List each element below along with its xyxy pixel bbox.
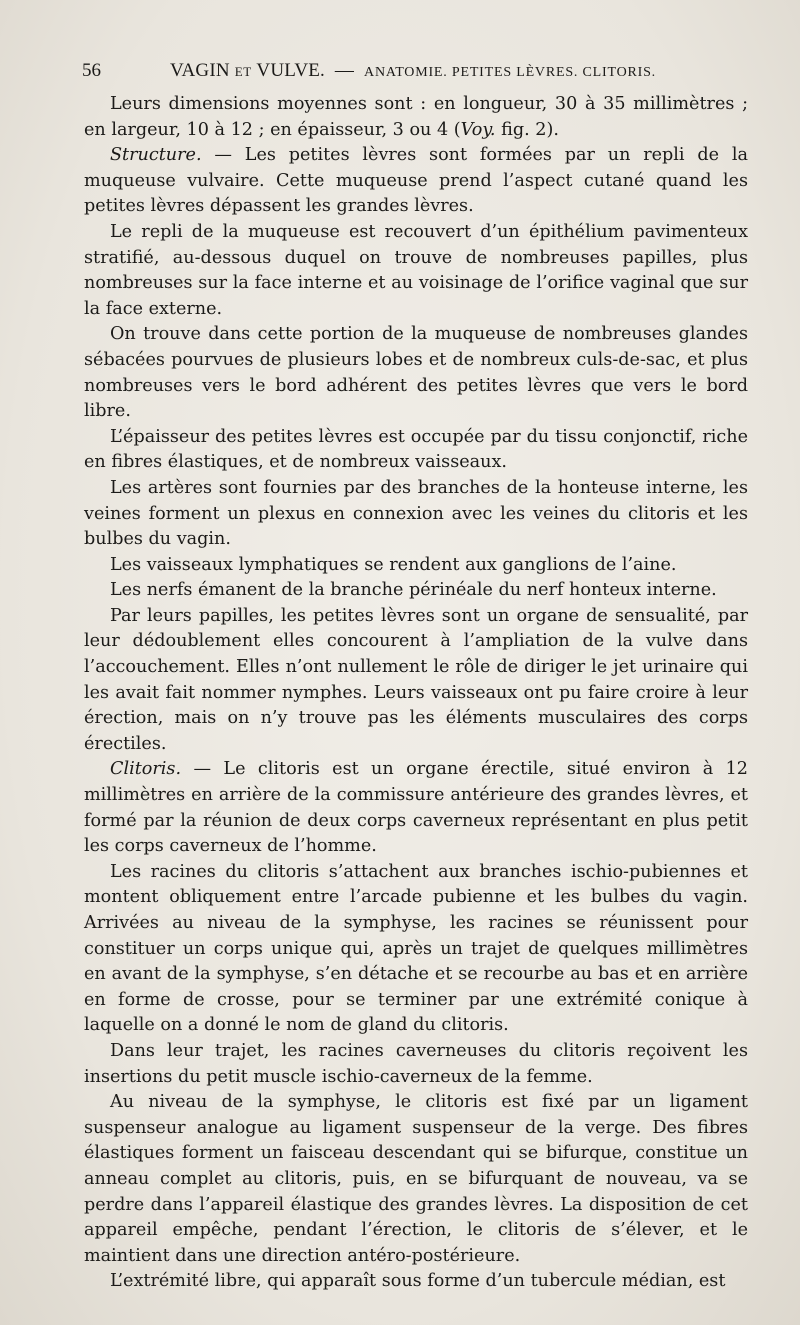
paragraph-clitoris: Clitoris. — Le clitoris est un organe érectile, situé environ à 12 millimètres en arrière de la commissure antérieure des grandes lèvres, et formé par la réunion de deux corps caverneux représentant en plus petit les corps caverneux de l’homme. xyxy=(84,759,748,857)
paragraph-repli: Le repli de la muqueuse est recouvert d’un épithélium pavimenteux stratifié, au-dessous duquel on trouve de nombreuses papilles, plus nombreuses sur la face interne et au voisinage de l’orifice vaginal que sur la face externe. xyxy=(84,221,748,319)
section-title: ANATOMIE. PETITES LÈVRES. CLITORIS. xyxy=(364,65,656,80)
body-text xyxy=(84,92,748,1295)
section-lead-clitoris: Clitoris. xyxy=(110,759,182,780)
paragraph-lymphatiques: Les vaisseaux lymphatiques se rendent aux ganglions de l’aine. xyxy=(110,554,677,575)
title-vulve: VULVE. xyxy=(256,60,326,81)
paragraph-extremite: L’extrémité libre, qui apparaît sous forme d’un tubercule médian, est xyxy=(110,1271,726,1292)
paragraph-epaisseur: L’épaisseur des petites lèvres est occupée par du tissu conjonctif, riche en fibres élastiques, et de nombreux vaisseaux. xyxy=(84,426,748,473)
title-et: ET xyxy=(234,64,252,79)
paragraph-glandes: On trouve dans cette portion de la muqueuse de nombreuses glandes sébacées pourvues de plusieurs lobes et de nombreux culs-de-sac, et plus nombreuses vers le bord adhérent des petites lèvres que vers le bord libre. xyxy=(84,324,748,422)
page-number: 56 xyxy=(82,60,101,81)
section-lead-structure: Structure. xyxy=(110,145,202,166)
paragraph-structure: Structure. — Les petites lèvres sont formées par un repli de la muqueuse vulvaire. Cette muqueuse prend l’aspect cutané quand les petites lèvres dépassent les grandes lèvres. xyxy=(84,145,748,217)
title-vagin: VAGIN xyxy=(170,60,230,81)
running-title xyxy=(170,60,656,82)
title-dash: — xyxy=(334,60,355,81)
paragraph-racines: Les racines du clitoris s’attachent aux branches ischio-pubiennes et montent obliquement entre l’arcade pubienne et les bulbes du vagin. Arrivées au niveau de la symphyse, les racines se réunissent pour constituer un corps unique qui, après un trajet de quelques millimètres en avant de la symphyse, s’en détache et se recourbe au bas et en arrière en forme de crosse, pour se terminer par une extrémité conique à laquelle on a donné le nom de gland du clitoris. xyxy=(84,861,748,1036)
paragraph-papilles: Par leurs papilles, les petites lèvres sont un organe de sensualité, par leur dédoublement elles concourent à l’ampliation de la vulve dans l’accouchement. Elles n’ont nullement le rôle de diriger le jet urinaire qui les avait fait nommer nymphes. Leurs vaisseaux ont pu faire croire à leur érection, mais on n’y trouve pas les éléments musculaires des corps érectiles. xyxy=(84,605,748,754)
paragraph-dimensions: Leurs dimensions moyennes sont : en longueur, 30 à 35 millimètres ; en largeur, 10 à 12 ; en épaisseur, 3 ou 4 (Voy. fig. 2). xyxy=(84,94,748,140)
running-head xyxy=(82,60,762,86)
paragraph-trajet: Dans leur trajet, les racines caverneuses du clitoris reçoivent les insertions du petit muscle ischio-caverneux de la femme. xyxy=(84,1040,748,1087)
paragraph-symphyse: Au niveau de la symphyse, le clitoris est fixé par un ligament suspenseur analogue au ligament suspenseur de la verge. Des fibres élastiques forment un faisceau descendant qui se bifurque, constitue un anneau complet au clitoris, puis, en se bifurquant de nouveau, va se perdre dans l’appareil élastique des grandes lèvres. La disposition de cet appareil empêche, pendant l’érection, le clitoris de s’élever, et le maintient dans une direction antéro-postérieure. xyxy=(84,1092,748,1266)
paragraph-arteres: Les artères sont fournies par des branches de la honteuse interne, les veines forment un plexus en connexion avec les veines du clitoris et les bulbes du vagin. xyxy=(84,477,748,550)
italic-voy: Voy. xyxy=(460,119,496,140)
paragraph-nerfs: Les nerfs émanent de la branche périnéale du nerf honteux interne. xyxy=(110,580,717,601)
